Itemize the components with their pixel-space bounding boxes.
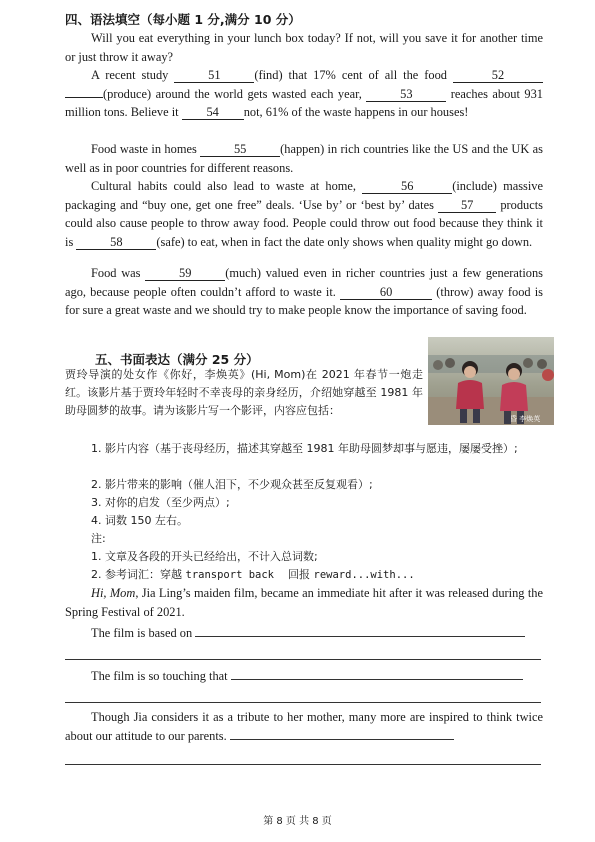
writing-blank-3[interactable] — [230, 727, 454, 740]
film-still-image — [428, 337, 554, 425]
blank-60[interactable]: 60 — [340, 285, 432, 300]
note-label: 注: — [91, 532, 106, 545]
paragraph-4: Food was 59 (much) valued even in richer countries just a few generations ago, because people often couldn’t afford to waste it. 60 (throw) away food is for sure a great waste and we should try to make people know the importance of saving food. — [65, 266, 544, 317]
paragraph-3: Cultural habits could also lead to waste at home, 56 (include) massive packaging and “buy one, get one free” deals. ‘Use by’ or ‘best by’ dates 57 products could also cause people to throw away food. People could throw out food because they think it is 58 (safe) to eat, when in fact the date only shows when quality might go down. — [65, 179, 544, 249]
writing-rule-3[interactable] — [65, 764, 541, 765]
requirement-1: 1. 影片内容（基于丧母经历，描述其穿越至 1981 年助母圆梦却事与愿违，屡屡受挫）; — [91, 442, 518, 455]
blank-54[interactable]: 54 — [182, 105, 244, 120]
photo-watermark: 昏 李焕英 — [510, 415, 541, 423]
section-5-title: 五、书面表达（满分 25 分） — [95, 352, 259, 367]
blank-58[interactable]: 58 — [76, 235, 156, 250]
blank-55[interactable]: 55 — [200, 142, 280, 157]
requirement-4: 4. 词数 150 左右。 — [91, 514, 188, 527]
essay-intro: Hi, Mom, Jia Ling’s maiden film, became an immediate hit after it was released during the Spring Festival of 2021. — [65, 586, 543, 619]
blank-52-cont[interactable] — [65, 97, 103, 98]
blank-53[interactable]: 53 — [366, 87, 446, 102]
paragraph-2: Food waste in homes 55 (happen) in rich countries like the US and the UK as well as in poor countries for different reasons. — [65, 142, 543, 175]
blank-51[interactable]: 51 — [174, 68, 254, 83]
page-footer: 第 8 页 共 8 页 — [263, 816, 332, 827]
film-still-photo — [428, 337, 554, 425]
writing-blank-1[interactable] — [195, 624, 525, 637]
writing-rule-1[interactable] — [65, 659, 541, 660]
essay-line-3: Though Jia considers it as a tribute to her mother, many more are inspired to think twice about our attitude to our parents. — [65, 710, 543, 743]
writing-rule-2[interactable] — [65, 702, 541, 703]
requirement-2: 2. 影片带来的影响（催人泪下，不少观众甚至反复观看）; — [91, 478, 373, 491]
section-5-prompt: 贾玲导演的处女作《你好，李焕英》(Hi, Mom)在 2021 年春节一炮走红。该影片基于贾玲年轻时不幸丧母的亲身经历，介绍她穿越至 1981 年助母圆梦的故事。请为该影片写一个影评，内容应包括： — [65, 368, 423, 417]
essay-line-1: The film is based on — [65, 624, 543, 643]
section-4-title: 四、语法填空（每小题 1 分,满分 10 分） — [65, 12, 301, 27]
essay-line-2: The film is so touching that — [65, 667, 543, 686]
note-2: 2. 参考词汇：穿越 transport back 回报 reward...with... — [91, 568, 415, 581]
note-1: 1. 文章及各段的开头已经给出，不计入总词数; — [91, 550, 318, 563]
section-4-intro: Will you eat everything in your lunch box today? If not, will you save it for another time or just throw it away? — [65, 31, 543, 64]
blank-56[interactable]: 56 — [362, 179, 452, 194]
writing-blank-2[interactable] — [231, 667, 523, 680]
blank-57[interactable]: 57 — [438, 198, 496, 213]
paragraph-1: A recent study 51 (find) that 17% cent of all the food 52 (produce) around the world gets wasted each year, 53 reaches about 931 million tons. Believe it 54 not, 61% of the waste happens in our houses! — [65, 68, 543, 119]
requirement-3: 3. 对你的启发（至少两点）; — [91, 496, 230, 509]
film-title: Hi, Mom — [91, 586, 136, 600]
blank-52[interactable]: 52 — [453, 68, 543, 83]
blank-59[interactable]: 59 — [145, 266, 225, 281]
